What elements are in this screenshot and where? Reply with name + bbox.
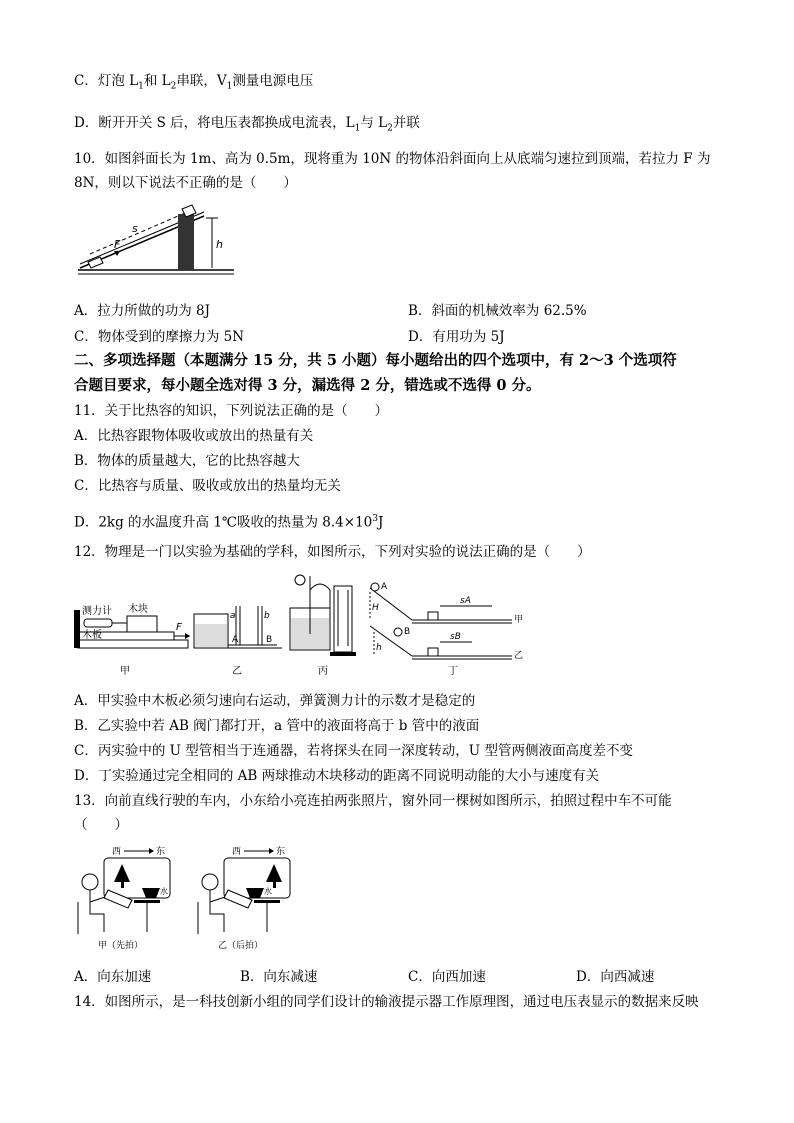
q12-fig-bing-label: 丙 [318,666,328,677]
q12-fig-a: a [230,611,236,621]
q12-fig-ball-b: B [404,627,411,637]
q13-fig-east-2: 东 [276,847,286,857]
q12-option-c: C．丙实验中的 U 型管相当于连通器，若将探头在同一深度转动，U 型管两侧液面高度差不变 [74,743,633,759]
q11-stem: 11．关于比热容的知识，下列说法正确的是（ ） [74,403,389,419]
q12-fig-yi-label: 乙 [232,666,242,677]
q11-option-b: B．物体的质量越大，它的比热容越大 [74,453,300,469]
q12-fig-ball-a: A [381,582,388,592]
q13-option-d: D．向西减速 [576,969,655,985]
q13-stem-line2: （ ） [74,817,128,833]
q10-fig-label-s: s [132,222,138,235]
q12-stem: 12．物理是一门以实验为基础的学科，如图所示，下列对实验的说法正确的是（ ） [74,544,591,560]
q12-fig-ding-jia: 甲 [514,615,524,625]
q13-fig-cap-1: 甲（先拍） [98,941,144,951]
section2-heading-line2: 合题目要求，每小题全选对得 3 分，漏选得 2 分，错选或不选得 0 分。 [74,377,541,394]
q10-stem-line2: 8N，则以下说法不正确的是（ ） [74,175,297,191]
q13-option-c: C．向西加速 [408,969,486,985]
q12-fig-ding [370,582,523,677]
q10-option-d: D．有用功为 5J [408,329,505,345]
q12-experiments-figure [72,570,532,682]
q12-fig-small-h: h [376,643,382,653]
q13-option-a: A．向东加速 [74,969,152,985]
q12-fig-ding-label: 丁 [448,666,458,677]
q12-option-a: A．甲实验中木板必须匀速向右运动，弹簧测力计的示数才是稳定的 [74,693,476,709]
q10-option-b: B．斜面的机械效率为 62.5% [408,303,587,319]
q13-photos-figure [72,842,312,954]
q12-fig-bing [290,575,356,677]
q13-photo-yi [198,845,290,951]
q13-fig-west-2: 西 [232,847,242,857]
q13-fig-west-1: 西 [112,847,122,857]
q12-fig-mukuai: 木块 [128,604,148,615]
q10-stem-line1: 10．如图斜面长为 1m、高为 0.5m，现将重为 10N 的物体沿斜面向上从底端匀速拉到顶端，若拉力 F 为 [74,151,711,167]
q13-fig-water-2: 水 [264,887,272,896]
q12-fig-jia-label: 甲 [120,666,130,677]
q12-fig-sa: sA [460,596,471,606]
q12-fig-yi [194,606,282,677]
q10-fig-label-f: F [114,238,121,251]
q13-fig-water-1: 水 [160,887,168,896]
q12-fig-big-h: H [372,603,379,613]
q9-option-c: C．灯泡 $L_1$和 $L_2$串联，$V_1$测量电源电压 [74,73,314,92]
q12-fig-celiji: 测力计 [82,606,112,617]
q12-fig-muban: 木板 [82,630,102,641]
q12-option-d: D．丁实验通过完全相同的 AB 两球推动木块移动的距离不同说明动能的大小与速度有关 [74,768,600,784]
q14-stem: 14．如图所示，是一科技创新小组的同学们设计的输液提示器工作原理图，通过电压表显示的数据来反映 [74,994,699,1010]
q13-stem-line1: 13．向前直线行驶的车内，小东给小亮连拍两张照片，窗外同一棵树如图所示，拍照过程中车不可能 [74,793,672,809]
q12-fig-valve-a: A [232,635,239,645]
q9-option-d: D．断开开关 S 后，将电压表都换成电流表，$L_1$与 $L_2$并联 [74,115,420,134]
q12-fig-ding-yi: 乙 [514,651,524,661]
q10-option-c: C．物体受到的摩擦力为 5N [74,329,245,345]
q12-fig-jia [74,602,190,677]
q12-fig-valve-b: B [266,635,273,645]
q10-option-a: A．拉力所做的功为 8J [74,303,211,319]
q10-incline-figure [74,196,244,281]
q12-option-b: B．乙实验中若 AB 阀门都打开，a 管中的液面将高于 b 管中的液面 [74,718,480,734]
q11-option-c: C．比热容与质量、吸收或放出的热量均无关 [74,478,341,494]
q13-fig-east-1: 东 [156,847,166,857]
q10-fig-label-h: h [216,238,223,251]
q13-photo-jia [78,845,170,951]
section2-heading-line1: 二、多项选择题（本题满分 15 分，共 5 小题）每小题给出的四个选项中，有 2～3 个选项符 [74,352,677,369]
q13-fig-cap-2: 乙（后拍） [218,941,264,951]
q12-fig-b: b [264,611,270,621]
q12-fig-sb: sB [450,632,461,642]
q11-option-d: D．2kg 的水温度升高 1℃吸收的热量为 $8.4\times 10^3J$ [74,514,384,531]
q11-option-a: A．比热容跟物体吸收或放出的热量有关 [74,428,314,444]
q13-option-b: B．向东减速 [240,969,318,985]
q12-fig-f: F [176,622,182,633]
